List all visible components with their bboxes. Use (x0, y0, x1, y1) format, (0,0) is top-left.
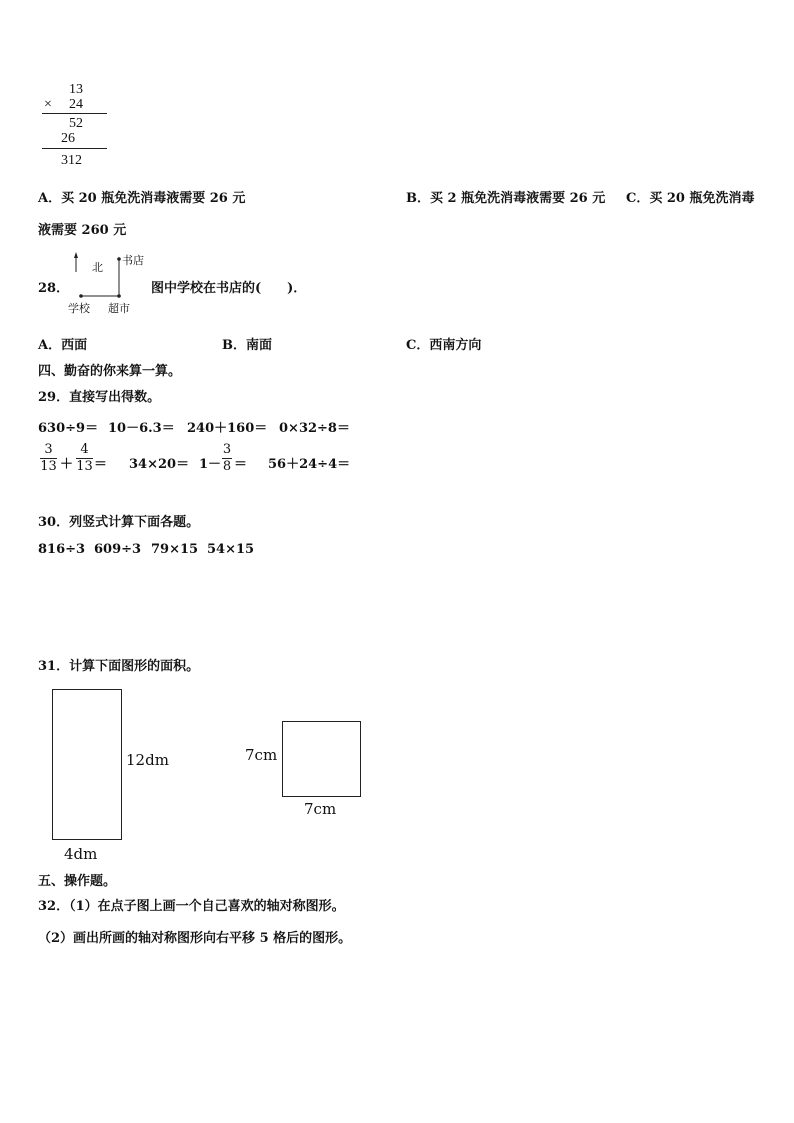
q29-title: 29．直接写出得数。 (38, 390, 161, 405)
square-shape (282, 721, 361, 797)
plus-sign: ＋ (60, 457, 74, 472)
product: 312 (61, 153, 82, 168)
fraction-numerator: 3 (222, 442, 232, 457)
q29-item-3: 240＋160＝ (187, 421, 268, 436)
fraction-numerator: 3 (44, 442, 53, 457)
map-north-label: 北 (92, 261, 103, 274)
partial-product-2: 26 (61, 131, 75, 146)
q29-item-2: 10－6.3＝ (108, 421, 175, 436)
fraction-denominator: 13 (76, 459, 93, 474)
fraction-denominator: 8 (222, 459, 232, 474)
equals-sign: ＝ (94, 457, 108, 472)
rectangle-width-label: 4dm (64, 845, 98, 863)
fraction-4-13 (76, 442, 93, 475)
q29-item-1: 630÷9＝ (38, 421, 99, 436)
fraction-3-8 (222, 442, 232, 475)
section-5-title: 五、操作题。 (38, 874, 117, 889)
q29-item-56: 56＋24÷4＝ (268, 457, 351, 472)
section-4-title: 四、勤奋的你来算一算。 (38, 364, 182, 379)
multiplier: 24 (69, 97, 83, 112)
rectangle-height-label: 12dm (126, 751, 169, 769)
fraction-numerator: 4 (80, 442, 89, 457)
fraction-denominator: 13 (40, 459, 57, 474)
square-side-bottom-label: 7cm (304, 800, 337, 818)
map-supermarket-label: 超市 (108, 302, 130, 315)
q30-item-2: 609÷3 (94, 542, 142, 557)
q27-option-c: C．买 20 瓶免洗消毒 (626, 191, 755, 206)
equals-sign-2: ＝ (234, 457, 248, 472)
q31-title: 31．计算下面图形的面积。 (38, 659, 200, 674)
q30-title: 30．列竖式计算下面各题。 (38, 515, 200, 530)
rectangle-shape (52, 689, 122, 840)
fraction-3-13 (40, 442, 57, 475)
q27-option-a: A．买 20 瓶免洗消毒液需要 26 元 (38, 191, 246, 206)
q30-item-4: 54×15 (207, 542, 255, 557)
map-school-label: 学校 (68, 302, 90, 315)
q27-option-c-continued: 液需要 260 元 (38, 223, 127, 238)
q32-part-2: （2）画出所画的轴对称图形向右平移 5 格后的图形。 (38, 931, 352, 946)
q30-item-1: 816÷3 (38, 542, 86, 557)
q30-item-3: 79×15 (151, 542, 199, 557)
multiplicand: 13 (69, 82, 83, 97)
q29-item-4: 0×32÷8＝ (279, 421, 350, 436)
times-sign: × (44, 97, 52, 112)
q32-part-1: 32．（1）在点子图上画一个自己喜欢的轴对称图形。 (38, 899, 345, 914)
square-side-left-label: 7cm (245, 746, 278, 764)
q28-option-c: C．西南方向 (406, 338, 482, 353)
q29-item-34x20: 34×20＝ (129, 457, 190, 472)
map-bookstore-label: 书店 (122, 254, 144, 267)
q28-number: 28． (38, 281, 70, 296)
calc-line-2 (42, 148, 107, 149)
one-minus: 1－ (199, 457, 222, 472)
q28-question: 图中学校在书店的( )． (151, 281, 307, 296)
q28-option-b: B．南面 (222, 338, 272, 353)
calc-line-1 (42, 113, 107, 114)
partial-product-1: 52 (69, 116, 83, 131)
q28-option-a: A．西面 (38, 338, 88, 353)
q27-option-b: B．买 2 瓶免洗消毒液需要 26 元 (406, 191, 606, 206)
